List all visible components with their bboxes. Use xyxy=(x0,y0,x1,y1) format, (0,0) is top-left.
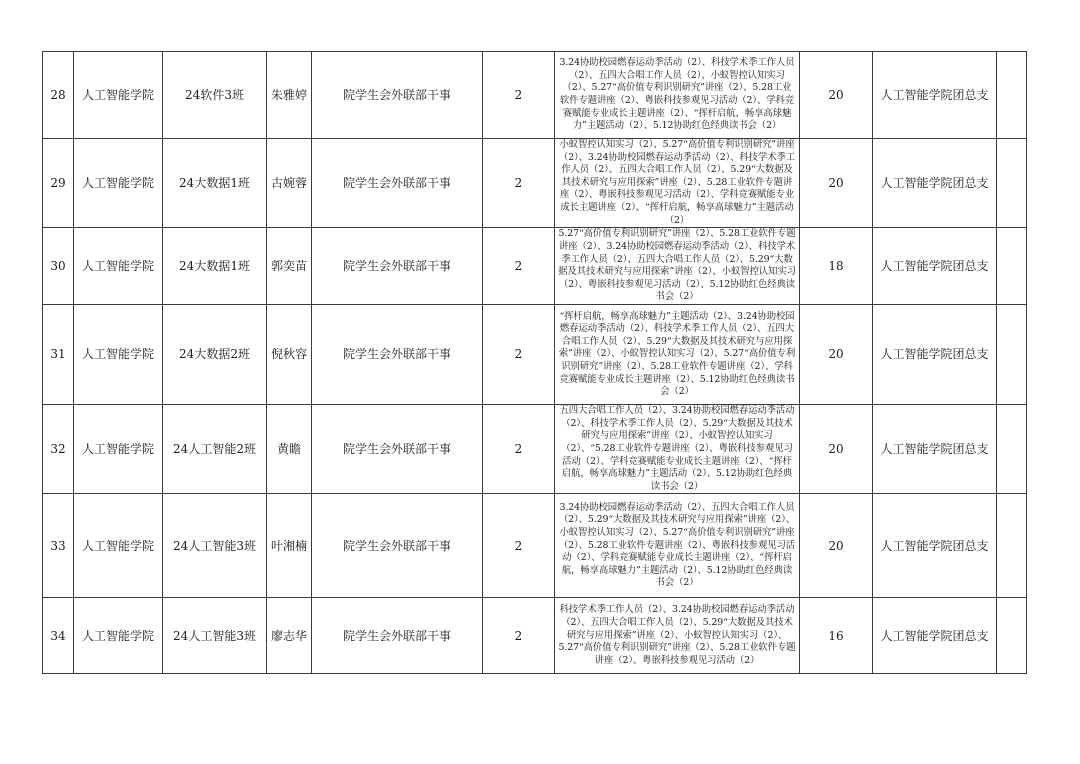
table-row xyxy=(43,305,1027,405)
activity-detail-cell: “挥杆启航，畅享高球魅力”主题活动（2）、3.24协助校园燃春运动季活动（2）、科技学术季工作人员（2）、五四大合唱工作人员（2）、5.29“大数据及其技术研究与应用探索”讲座（2）、小蚁智控认知实习（2）、5.27“高价值专利识别研究”讲座（2）、5.28工业软件专题讲座（2）、学科竞赛赋能专业成长主题讲座（2）、5.12协助红色经典读书会（2） xyxy=(555,305,800,405)
table-row xyxy=(43,405,1027,494)
row-number: 29 xyxy=(43,139,74,228)
total-score-cell: 16 xyxy=(800,598,873,674)
position-score-cell: 2 xyxy=(483,228,555,305)
student-name-cell: 古婉蓉 xyxy=(267,139,312,228)
class-cell: 24软件3班 xyxy=(163,52,267,139)
college-cell: 人工智能学院 xyxy=(74,405,163,494)
total-score-cell: 20 xyxy=(800,139,873,228)
college-cell: 人工智能学院 xyxy=(74,305,163,405)
position-score-cell: 2 xyxy=(483,598,555,674)
college-cell: 人工智能学院 xyxy=(74,139,163,228)
row-number: 32 xyxy=(43,405,74,494)
position-score-cell: 2 xyxy=(483,139,555,228)
remark-cell xyxy=(997,228,1027,305)
table-row xyxy=(43,139,1027,228)
position-score-cell: 2 xyxy=(483,305,555,405)
row-number: 34 xyxy=(43,598,74,674)
position-score-cell: 2 xyxy=(483,494,555,598)
organization-cell: 人工智能学院团总支 xyxy=(873,405,997,494)
activity-detail-cell: 3.24协助校园燃春运动季活动（2）、科技学术季工作人员（2）、五四大合唱工作人员（2）、小蚁智控认知实习（2）、5.27“高价值专利识别研究”讲座（2）、5.28工业软件专题讲座（2）、粤嵌科技参观见习活动（2）、学科竞赛赋能专业成长主题讲座（2）、“挥杆启航，畅享高球魅力”主题活动（2）、5.12协助红色经典读书会（2） xyxy=(555,52,800,139)
table-row xyxy=(43,228,1027,305)
total-score-cell: 20 xyxy=(800,305,873,405)
organization-cell: 人工智能学院团总支 xyxy=(873,228,997,305)
position-score-cell: 2 xyxy=(483,52,555,139)
table-row xyxy=(43,494,1027,598)
class-cell: 24人工智能2班 xyxy=(163,405,267,494)
remark-cell xyxy=(997,139,1027,228)
student-name-cell: 黄瞻 xyxy=(267,405,312,494)
row-number: 31 xyxy=(43,305,74,405)
class-cell: 24大数据2班 xyxy=(163,305,267,405)
student-name-cell: 朱雅婷 xyxy=(267,52,312,139)
activity-detail-cell: 5.27“高价值专利识别研究”讲座（2）、5.28工业软件专题讲座（2）、3.24协助校园燃春运动季活动（2）、科技学术季工作人员（2）、五四大合唱工作人员（2）、5.29“大数据及其技术研究与应用探索”讲座（2）、小蚁智控认知实习（2）、粤嵌科技参观见习活动（2）、5.12协助红色经典读书会（2） xyxy=(555,228,800,305)
position-score-cell: 2 xyxy=(483,405,555,494)
activity-detail-cell: 3.24协助校园燃春运动季活动（2）、五四大合唱工作人员（2）、5.29“大数据及其技术研究与应用探索”讲座（2）、小蚁智控认知实习（2）、5.27“高价值专利识别研究”讲座（2）、5.28工业软件专题讲座（2）、粤嵌科技参观见习活动（2）、学科竞赛赋能专业成长主题讲座（2）、“挥杆启航，畅享高球魅力”主题活动（2）、5.12协助红色经典读书会（2） xyxy=(555,494,800,598)
position-cell: 院学生会外联部干事 xyxy=(312,52,483,139)
class-cell: 24大数据1班 xyxy=(163,139,267,228)
class-cell: 24人工智能3班 xyxy=(163,494,267,598)
organization-cell: 人工智能学院团总支 xyxy=(873,139,997,228)
organization-cell: 人工智能学院团总支 xyxy=(873,52,997,139)
position-cell: 院学生会外联部干事 xyxy=(312,405,483,494)
organization-cell: 人工智能学院团总支 xyxy=(873,305,997,405)
row-number: 28 xyxy=(43,52,74,139)
college-cell: 人工智能学院 xyxy=(74,228,163,305)
remark-cell xyxy=(997,305,1027,405)
college-cell: 人工智能学院 xyxy=(74,494,163,598)
records-table xyxy=(42,51,1027,674)
remark-cell xyxy=(997,52,1027,139)
student-name-cell: 廖志华 xyxy=(267,598,312,674)
activity-detail-cell: 科技学术季工作人员（2）、3.24协助校园燃春运动季活动（2）、五四大合唱工作人员（2）、5.29“大数据及其技术研究与应用探索”讲座（2）、小蚁智控认知实习（2）、5.27“高价值专利识别研究”讲座（2）、5.28工业软件专题讲座（2）、粤嵌科技参观见习活动（2） xyxy=(555,598,800,674)
remark-cell xyxy=(997,405,1027,494)
organization-cell: 人工智能学院团总支 xyxy=(873,494,997,598)
student-name-cell: 郭奕苗 xyxy=(267,228,312,305)
college-cell: 人工智能学院 xyxy=(74,598,163,674)
table-row xyxy=(43,52,1027,139)
student-name-cell: 倪秋容 xyxy=(267,305,312,405)
row-number: 30 xyxy=(43,228,74,305)
position-cell: 院学生会外联部干事 xyxy=(312,139,483,228)
total-score-cell: 20 xyxy=(800,405,873,494)
row-number: 33 xyxy=(43,494,74,598)
position-cell: 院学生会外联部干事 xyxy=(312,228,483,305)
position-cell: 院学生会外联部干事 xyxy=(312,305,483,405)
total-score-cell: 18 xyxy=(800,228,873,305)
total-score-cell: 20 xyxy=(800,494,873,598)
activity-detail-cell: 五四大合唱工作人员（2）、3.24协助校园燃春运动季活动（2）、科技学术季工作人员（2）、5.29“大数据及其技术研究与应用探索”讲座（2）、小蚁智控认知实习（2）、“5.28工业软件专题讲座（2）、粤嵌科技参观见习活动（2）、学科竞赛赋能专业成长主题讲座（2）、“挥杆启航，畅享高球魅力”主题活动（2）、5.12协助红色经典读书会（2） xyxy=(555,405,800,494)
table-body xyxy=(43,52,1027,674)
organization-cell: 人工智能学院团总支 xyxy=(873,598,997,674)
class-cell: 24人工智能3班 xyxy=(163,598,267,674)
student-name-cell: 叶湘楠 xyxy=(267,494,312,598)
college-cell: 人工智能学院 xyxy=(74,52,163,139)
remark-cell xyxy=(997,598,1027,674)
remark-cell xyxy=(997,494,1027,598)
table-row xyxy=(43,598,1027,674)
position-cell: 院学生会外联部干事 xyxy=(312,494,483,598)
position-cell: 院学生会外联部干事 xyxy=(312,598,483,674)
activity-detail-cell: 小蚁智控认知实习（2）、5.27“高价值专利识别研究”讲座（2）、3.24协助校园燃春运动季活动（2）、科技学术季工作人员（2）、五四大合唱工作人员（2）、5.29“大数据及其技术研究与应用探索”讲座（2）、5.28工业软件专题讲座（2）、粤嵌科技参观见习活动（2）、学科竞赛赋能专业成长主题讲座（2）、“挥杆启航，畅享高球魅力”主题活动（2） xyxy=(555,139,800,228)
class-cell: 24大数据1班 xyxy=(163,228,267,305)
total-score-cell: 20 xyxy=(800,52,873,139)
